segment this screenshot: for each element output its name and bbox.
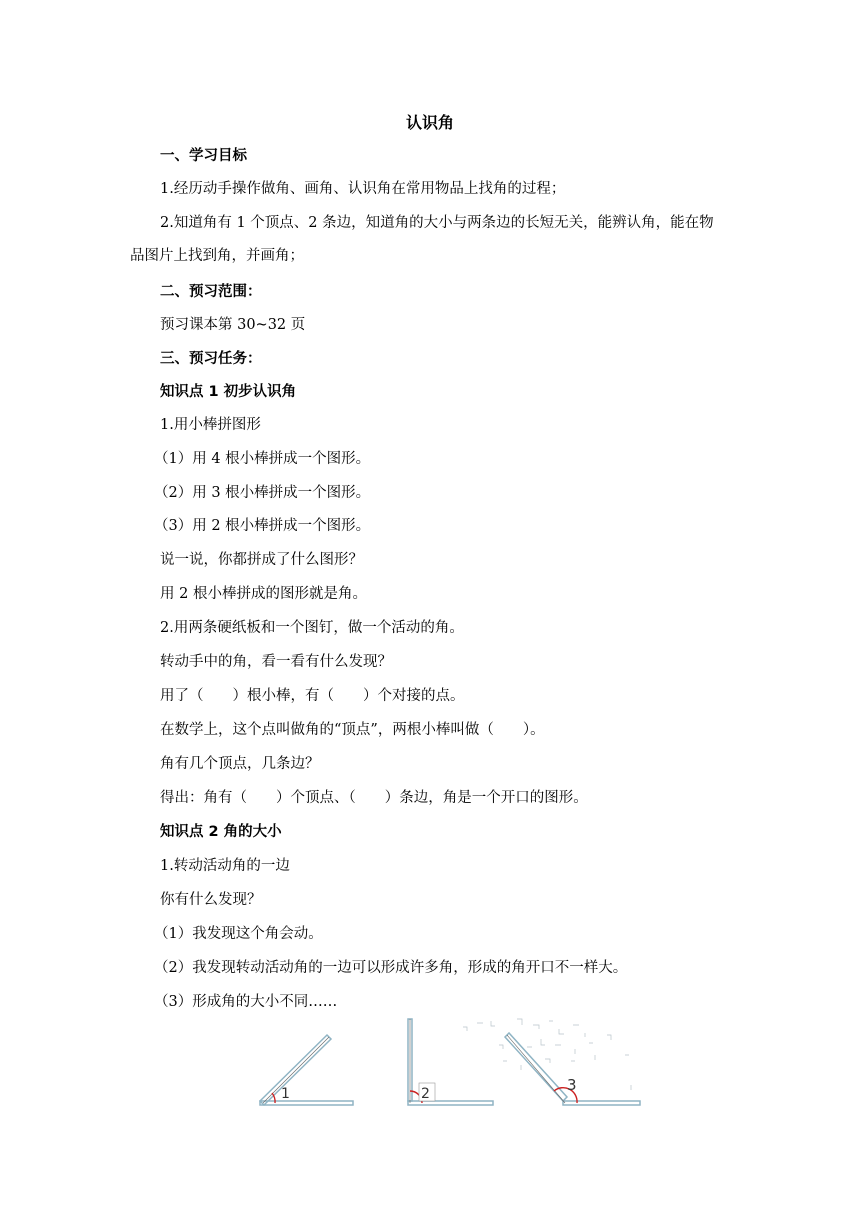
angle-figure-1 <box>260 1035 353 1105</box>
kp2-sub-1: （1）我发现这个角会动。 <box>154 926 323 942</box>
section-heading-tasks: 三、预习任务： <box>160 351 262 367</box>
section-heading-scope: 二、预习范围： <box>160 284 262 300</box>
kp1-answer-1: 用 2 根小棒拼成的图形就是角。 <box>160 586 367 602</box>
scope-text: 预习课本第 30~32 页 <box>160 317 306 333</box>
kp1-item-1: 1.用小棒拼图形 <box>160 417 261 433</box>
kp1-question-2: 转动手中的角，看一看有什么发现？ <box>160 654 392 670</box>
document-title: 认识角 <box>405 113 454 132</box>
goal-1: 1.经历动手操作做角、画角、认识角在常用物品上找角的过程； <box>160 181 566 197</box>
angle-figure-2 <box>408 1019 493 1105</box>
knowledge-point-1-heading: 知识点 1 初步认识角 <box>160 384 297 400</box>
angle-figure-3 <box>463 1019 640 1105</box>
section-heading-goals: 一、学习目标 <box>160 148 247 164</box>
kp1-sub-1: （1）用 4 根小棒拼成一个图形。 <box>154 451 371 467</box>
goal-2-line-2: 品图片上找到角，并画角； <box>130 248 304 264</box>
kp2-sub-3: （3）形成角的大小不同…… <box>154 994 338 1010</box>
angle-label-2: 2 <box>421 1086 430 1102</box>
kp1-sub-2: （2）用 3 根小棒拼成一个图形。 <box>154 485 371 501</box>
angle-label-1: 1 <box>281 1086 290 1102</box>
kp1-item-2: 2.用两条硬纸板和一个图钉，做一个活动的角。 <box>160 620 464 636</box>
angle-figures <box>255 1015 645 1110</box>
kp1-fill-3: 得出：角有（ ）个顶点、（ ）条边，角是一个开口的图形。 <box>160 790 588 806</box>
kp1-question-3: 角有几个顶点，几条边？ <box>160 756 320 772</box>
kp1-question-1: 说一说，你都拼成了什么图形？ <box>160 552 363 568</box>
kp2-item-1: 1.转动活动角的一边 <box>160 858 290 874</box>
angle-label-3: 3 <box>567 1076 577 1094</box>
kp2-sub-2: （2）我发现转动活动角的一边可以形成许多角，形成的角开口不一样大。 <box>154 960 628 976</box>
kp1-sub-3: （3）用 2 根小棒拼成一个图形。 <box>154 518 371 534</box>
knowledge-point-2-heading: 知识点 2 角的大小 <box>160 824 282 840</box>
kp1-fill-1: 用了（ ）根小棒，有（ ）个对接的点。 <box>160 688 465 704</box>
goal-2-line-1: 2.知道角有 1 个顶点、2 条边，知道角的大小与两条边的长短无关，能辨认角，能在物 <box>160 215 714 231</box>
kp1-fill-2: 在数学上，这个点叫做角的“顶点”，两根小棒叫做（ ）。 <box>160 722 545 738</box>
kp2-question-1: 你有什么发现？ <box>160 892 262 908</box>
